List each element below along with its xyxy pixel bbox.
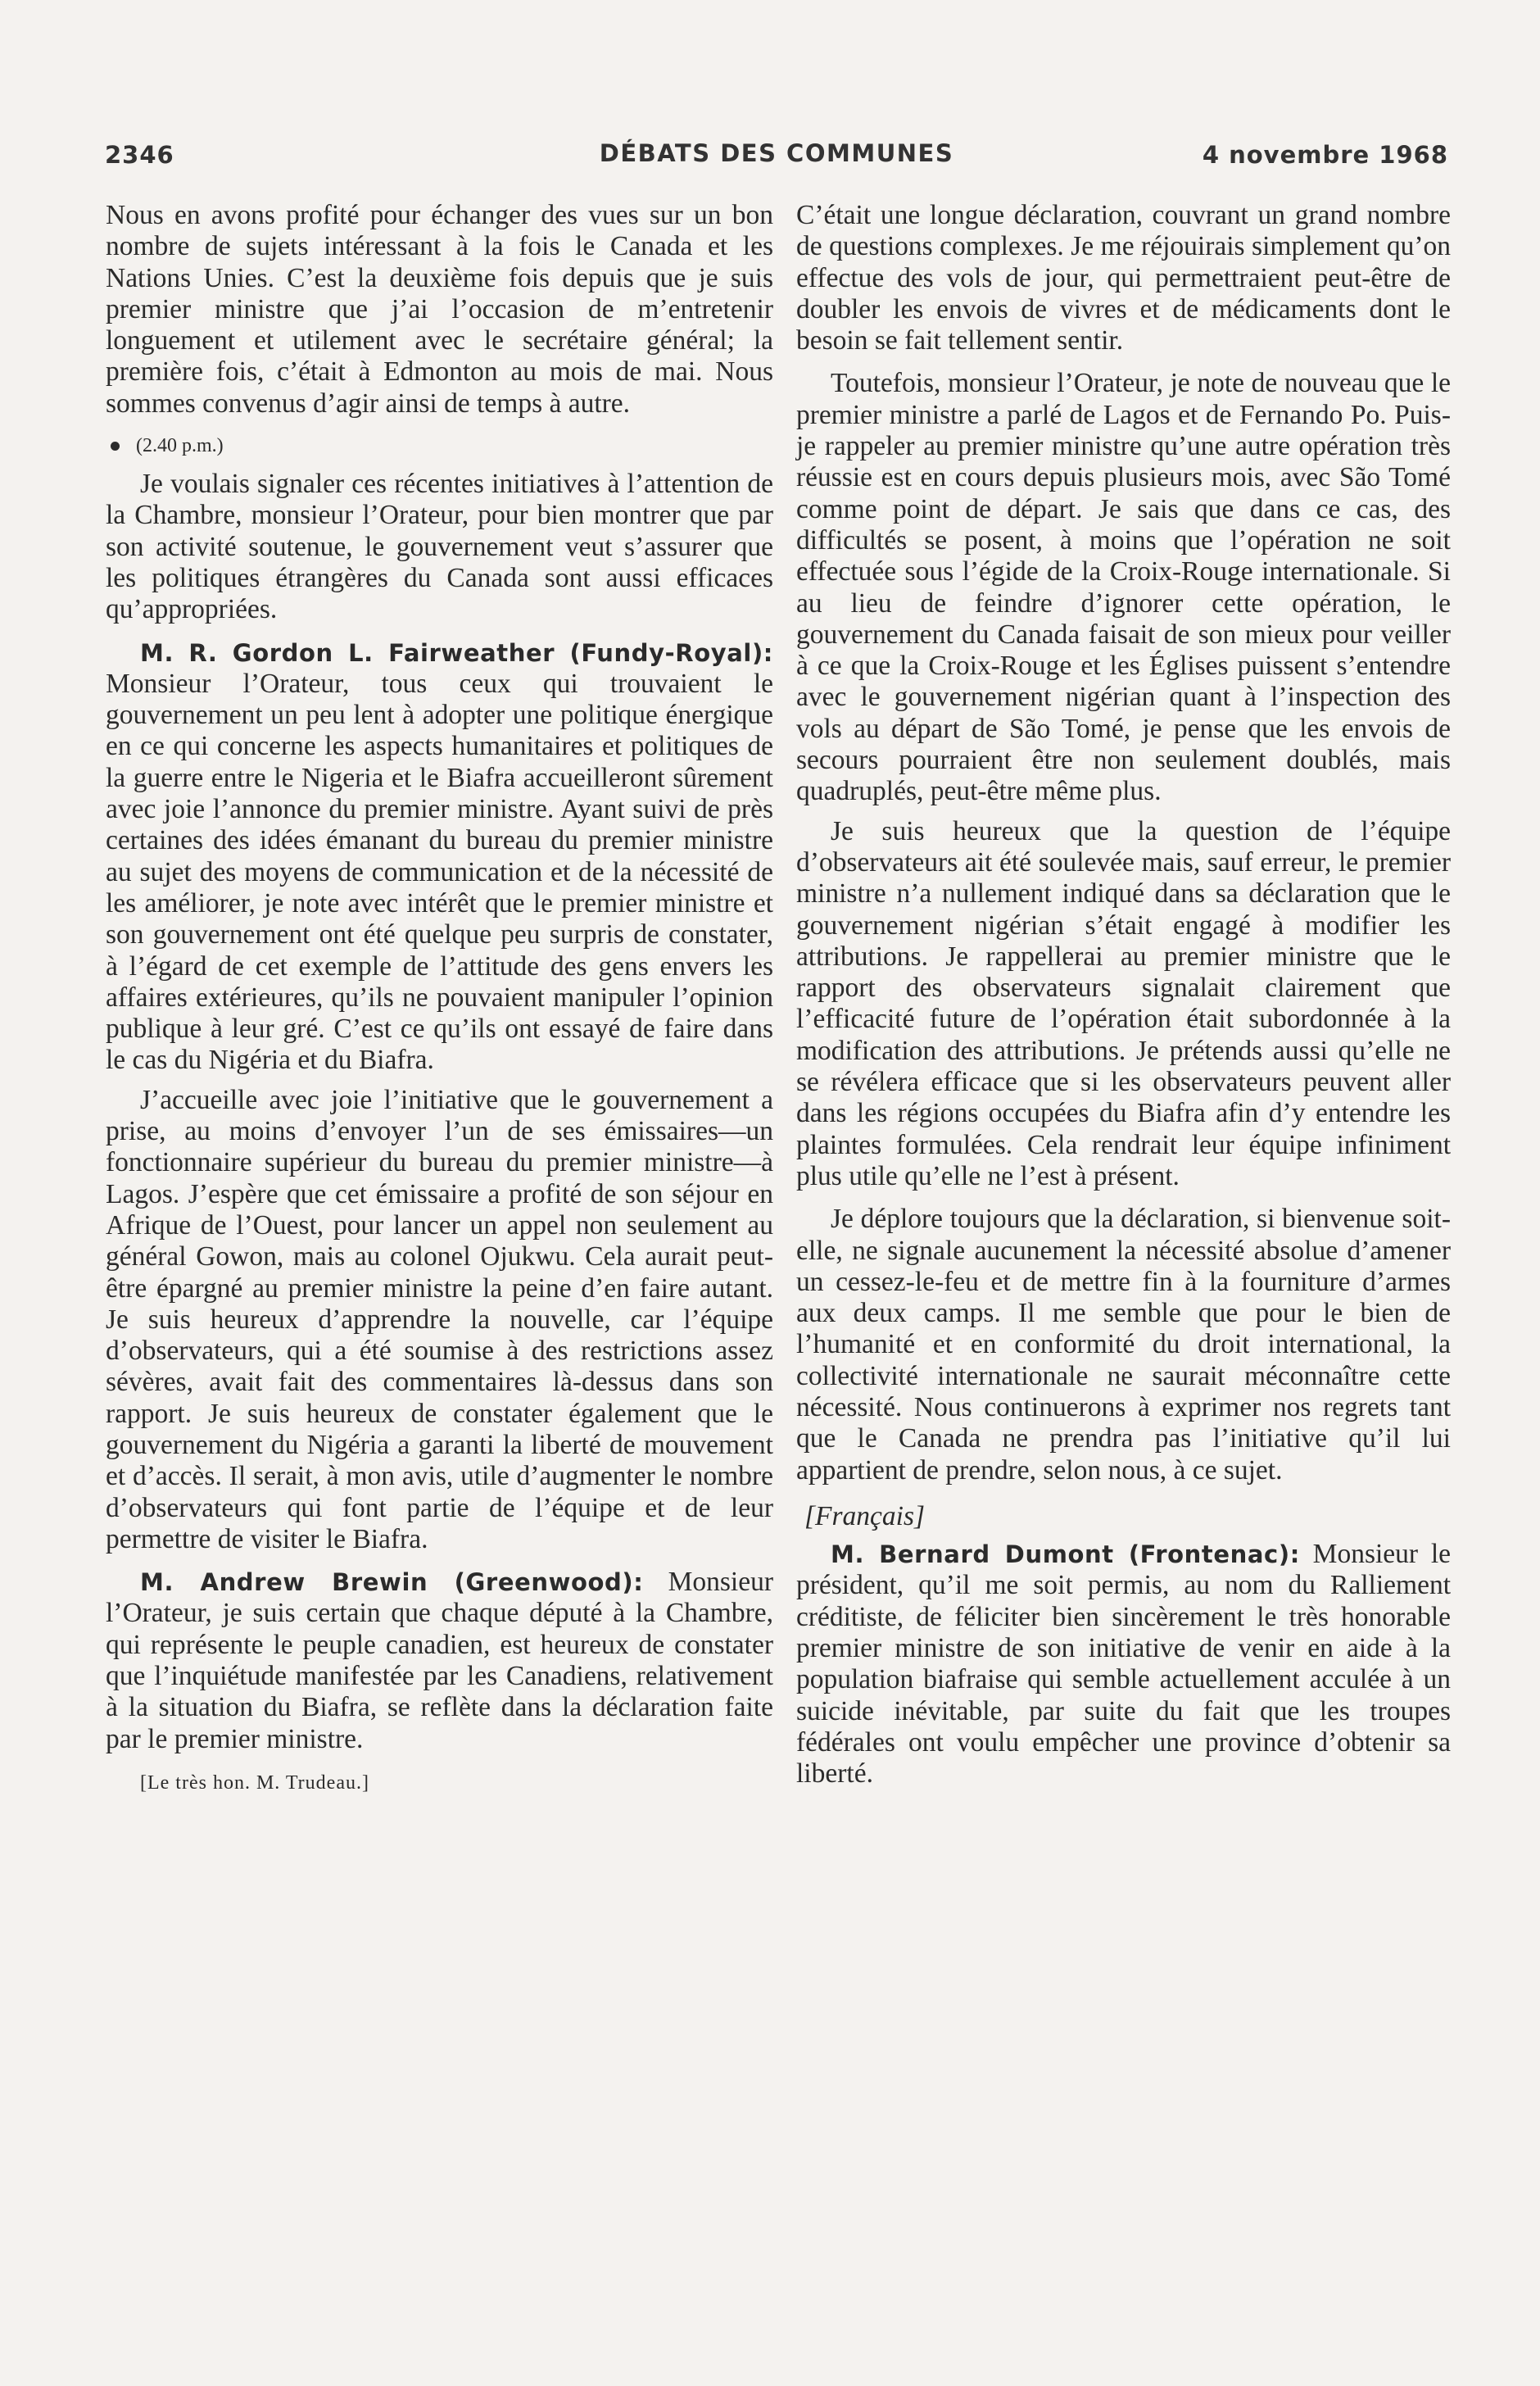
speech-text: Monsieur l’Orateur, je suis certain que chaque député à la Chambre, qui représente le peuple canadien, est heureux de constater que l’inquiétude manifestée par les Canadiens, relativement à la situation du Biafra, se reflète dans la déclaration faite par le premier ministre.	[106, 1567, 773, 1754]
language-tag: [Français]	[804, 1500, 926, 1531]
paragraph: Je suis heureux que la question de l’équipe d’observateurs ait été soulevée mais, sauf erreur, le premier ministre n’a nullement indiqué dans sa déclaration que le gouvernement nigérian s’était engagé à modifier les attributions. Je rappellerai au premier ministre que le rapport des observateurs signalait clairement que l’efficacité future de l’opération était subordonnée à la modification des attributions. Je prétends aussi qu’elle ne se révélera efficace que si les observateurs peuvent aller dans les régions occupées du Biafra afin d’y entendre les plaintes formulées. Cela rendrait leur équipe infiniment plus utile qu’elle ne l’est à présent.	[796, 815, 1451, 1191]
paragraph: C’était une longue déclaration, couvrant un grand nombre de questions complexes. Je me réjouirais simplement qu’on effectue des vols de jour, qui permettraient peut-être de doubler les envois de vivres et de médicaments dont le besoin se fait tellement sentir.	[796, 200, 1451, 356]
left-column	[106, 200, 773, 1798]
speaker-name: M. R. Gordon L. Fairweather (Fundy-Royal):	[140, 638, 773, 667]
speaker-name: M. Bernard Dumont (Frontenac):	[831, 1540, 1300, 1569]
bullet-icon	[111, 442, 120, 451]
paragraph: J’accueille avec joie l’initiative que le gouvernement a prise, au moins d’envoyer l’un de ses émissaires—un fonctionnaire supérieur du bureau du premier ministre—à Lagos. J’espère que cet émissaire a profité de son séjour en Afrique de l’Ouest, pour lancer un appel non seulement au général Gowon, mais au colonel Ojukwu. Cela aurait peut-être épargné au premier ministre la peine d’en faire autant. Je suis heureux d’apprendre la nouvelle, car l’équipe d’observateurs, qui a été soumise à des restrictions assez sévères, avait fait des commentaires là-dessus dans son rapport. Je suis heureux de constater également que le gouvernement du Nigéria a garanti la liberté de mouvement et d’accès. Il serait, à mon avis, utile d’augmenter le nombre d’observateurs qui font partie de l’équipe et de leur permettre de visiter le Biafra.	[106, 1084, 773, 1554]
speech-text: Monsieur l’Orateur, tous ceux qui trouvaient le gouvernement un peu lent à adopter une politique énergique en ce qui concerne les aspects humanitaires et politiques de la guerre entre le Nigeria et le Biafra accueilleront sûrement avec joie l’annonce du premier ministre. Ayant suivi de près certaines des idées émanant du bureau du premier ministre au sujet des moyens de communication et de la nécessité de les améliorer, je note avec intérêt que le premier ministre et son gouvernement ont été quelque peu surpris de constater, à l’égard de cet exemple de l’attitude des gens envers les affaires extérieures, qu’ils ne pouvaient manipuler l’opinion publique à leur gré. C’est ce qu’ils ont essayé de faire dans le cas du Nigéria et du Biafra.	[106, 668, 773, 1076]
paragraph: Nous en avons profité pour échanger des vues sur un bon nombre de sujets intéressant à la fois le Canada et les Nations Unies. C’est la deuxième fois depuis que je suis premier ministre que j’ai l’occasion de m’entretenir longuement et utilement avec le secrétaire général; la première fois, c’était à Edmonton au mois de mai. Nous sommes convenus d’agir ainsi de temps à autre.	[106, 200, 773, 419]
speech-brewin	[106, 1567, 773, 1755]
speech-text: Monsieur le président, qu’il me soit permis, au nom du Ralliement créditiste, de féliciter bien sincèrement le très honorable premier ministre de son initiative de venir en aide à la population biafraise qui semble actuellement acculée à un suicide inévitable, par suite du fait que les troupes fédérales ont voulu empêcher une province d’obtenir sa liberté.	[796, 1539, 1452, 1790]
speech-dumont	[796, 1539, 1451, 1790]
paragraph: Je déplore toujours que la déclaration, si bienvenue soit-elle, ne signale aucunement la nécessité absolue d’amener un cessez-le-feu et de mettre fin à la fourniture d’armes aux deux camps. Il me semble que pour le bien de l’humanité et en conformité du droit international, la collectivité internationale ne saurait méconnaître cette nécessité. Nous continuerons à exprimer nos regrets tant que le Canada ne prendra pas l’initiative qu’il lui appartient de prendre, selon nous, à ce sujet.	[796, 1204, 1451, 1486]
paragraph: Toutefois, monsieur l’Orateur, je note de nouveau que le premier ministre a parlé de Lagos et de Fernando Po. Puis-je rappeler au premier ministre qu’une autre opération très réussie est en cours depuis plusieurs mois, avec São Tomé comme point de départ. Je sais que dans ce cas, des difficultés se posent, à moins que l’opération ne soit effectuée sous l’égide de la Croix-Rouge internationale. Si au lieu de feindre d’ignorer cette opération, le gouvernement du Canada faisait de son mieux pour veiller à ce que la Croix-Rouge et les Églises puissent s’entendre avec le gouvernement nigérian quant à l’inspection des vols au départ de São Tomé, je pense que les envois de secours pourraient être non seulement doublés, mais quadruplés, peut-être même plus.	[796, 368, 1451, 807]
page-header	[105, 134, 1448, 175]
right-column	[796, 200, 1451, 1790]
running-title: DÉBATS DES COMMUNES	[599, 139, 954, 167]
header-date: 4 novembre 1968	[1202, 141, 1448, 169]
speaker-name: M. Andrew Brewin (Greenwood):	[140, 1568, 644, 1597]
paragraph: Je voulais signaler ces récentes initiatives à l’attention de la Chambre, monsieur l’Orateur, pour bien montrer que par son activité soutenue, le gouvernement veut s’assurer que les politiques étrangères du Canada sont aussi efficaces qu’appropriées.	[106, 469, 773, 625]
timestamp-text: (2.40 p.m.)	[136, 435, 224, 457]
speech-fairweather	[106, 637, 773, 1077]
timestamp	[106, 431, 773, 460]
page-number: 2346	[105, 141, 174, 169]
stage-note: [Le très hon. M. Trudeau.]	[140, 1771, 369, 1794]
